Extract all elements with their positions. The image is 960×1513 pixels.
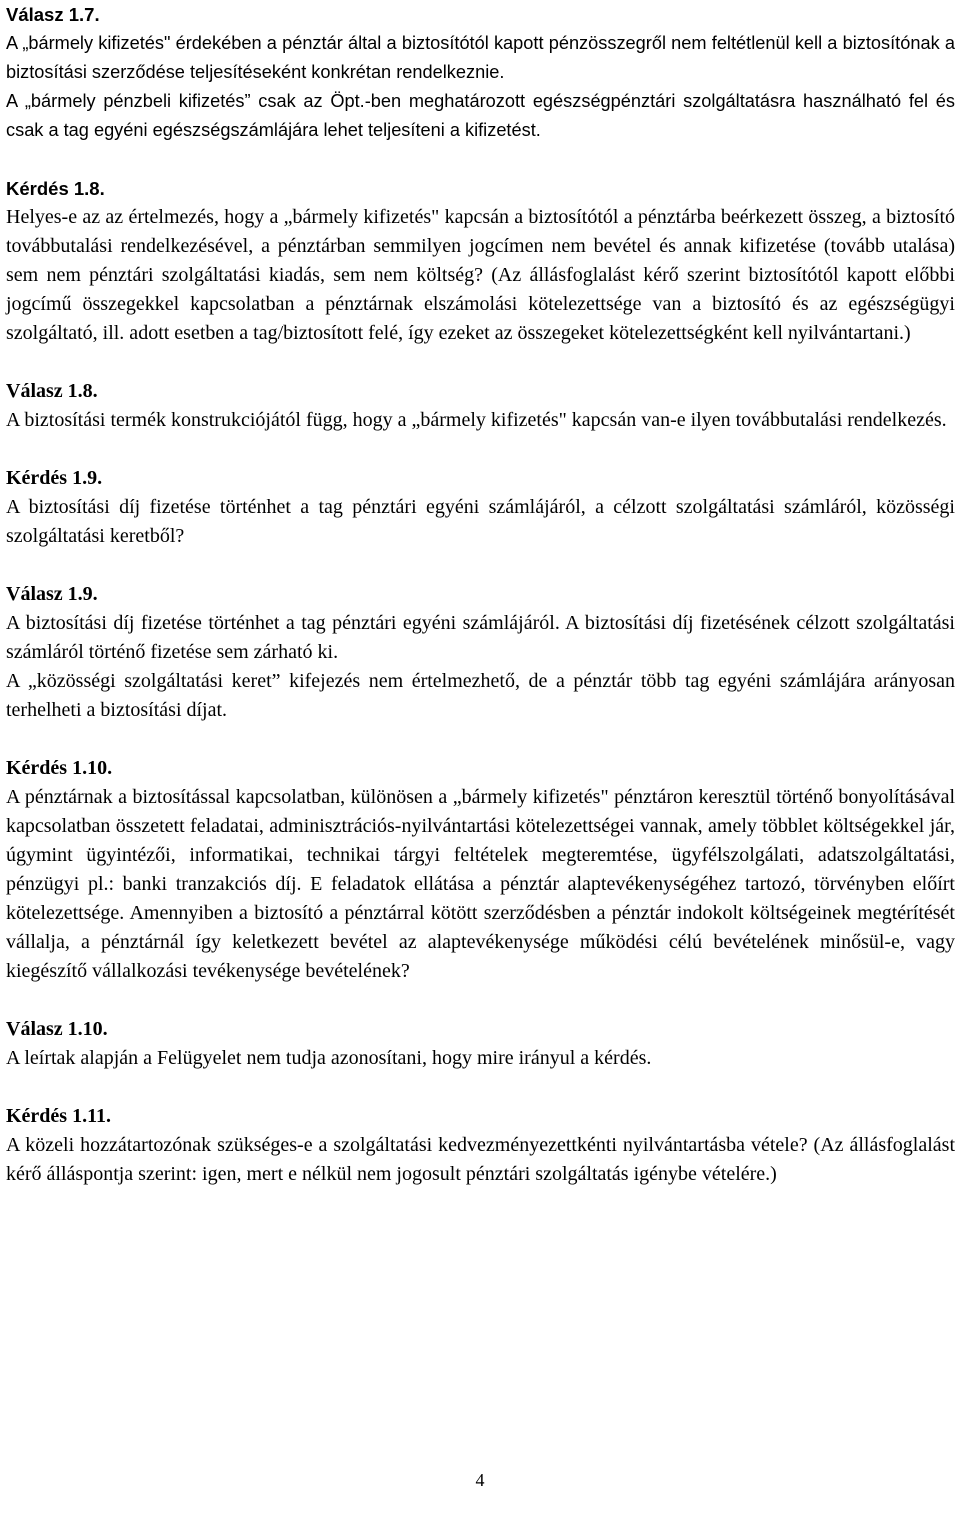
spacer (6, 348, 955, 377)
paragraph: Helyes-e az az értelmezés, hogy a „bármely kifizetés" kapcsán a biztosítótól a pénztárba beérkezett összeg, a biztosító továbbutalási rendelkezésével, a pénztárban semmilyen jogcímen nem bevétel és annak kifizetése (tovább utalása) sem nem pénztári szolgáltatási kiadás, sem nem költség? (Az állásfoglalást kérő szerint biztosítótól kapott előbbi jogcímű összegekkel kapcsolatban a pénztárnak elszámolási kötelezettsége van a biztosító és az egészségügyi szolgáltató, ill. adott esetben a tag/biztosított felé, így ezeket az összegeket kötelezettségként kell nyilvántartani.) (6, 206, 955, 344)
paragraph: A közeli hozzátartozónak szükséges-e a szolgáltatási kedvezményezettkénti nyilvántartásba vétele? (Az állásfoglalást kérő álláspontja szerint: igen, mert e nélkül nem jogosult pénztári szolgáltatás igénybe vételére.) (6, 1134, 955, 1185)
spacer (6, 551, 955, 580)
section-valasz-1-7 (6, 0, 955, 145)
section-heading: Válasz 1.8. (6, 380, 98, 402)
paragraph: A pénztárnak a biztosítással kapcsolatban, különösen a „bármely kifizetés" pénztáron keresztül történő bonyolításával kapcsolatban összetett feladatai, adminisztrációs-nyilvántartási kötelezettségei vannak, amely többlet költségekkel jár, úgymint ügyintézői, informatikai, technikai tárgyi feltételek megteremtése, ügyfélszolgálati, adatszolgáltatási, pénzügyi pl.: banki tranzakciós díj. E feladatok ellátása a pénztár alaptevékenységéhez tartozó, törvényben előírt kötelezettsége. Amennyiben a biztosító a pénztárral kötött szerződésben a pénztár indokolt költségeinek megtérítését vállalja, a pénztárnál így keletkezett bevétel az alaptevékenysége működési célú bevételének minősül-e, vagy kiegészítő vállalkozási tevékenysége bevételének? (6, 786, 955, 982)
document-page (6, 0, 955, 1189)
section-heading: Kérdés 1.11. (6, 1105, 111, 1127)
section-heading: Válasz 1.7. (6, 4, 100, 25)
section-valasz-1-8 (6, 377, 955, 435)
section-kerdes-1-11 (6, 1102, 955, 1189)
section-valasz-1-10 (6, 1015, 955, 1073)
spacer (6, 145, 955, 174)
paragraph: A „bármely kifizetés" érdekében a pénztár által a biztosítótól kapott pénzösszegről nem feltétlenül kell a biztosítónak a biztosítási szerződése teljesítéseként konkrétan rendelkeznie. (6, 33, 955, 82)
section-heading: Kérdés 1.9. (6, 467, 103, 489)
spacer (6, 725, 955, 754)
section-kerdes-1-9 (6, 464, 955, 551)
section-heading: Válasz 1.10. (6, 1018, 108, 1040)
section-heading: Kérdés 1.8. (6, 178, 105, 199)
paragraph: A biztosítási díj fizetése történhet a tag pénztári egyéni számlájáról. A biztosítási díj fizetésének célzott szolgáltatási számláról történő fizetése sem zárható ki. (6, 612, 955, 663)
section-kerdes-1-10 (6, 754, 955, 986)
spacer (6, 986, 955, 1015)
paragraph: A leírtak alapján a Felügyelet nem tudja azonosítani, hogy mire irányul a kérdés. (6, 1047, 652, 1069)
page-number: 4 (475, 1470, 485, 1490)
section-heading: Válasz 1.9. (6, 583, 98, 605)
paragraph: A „közösségi szolgáltatási keret” kifejezés nem értelmezhető, de a pénztár több tag egyéni számlájára arányosan terhelheti a biztosítási díjat. (6, 670, 955, 721)
spacer (6, 1073, 955, 1102)
spacer (6, 435, 955, 464)
section-valasz-1-9 (6, 580, 955, 725)
paragraph: A „bármely pénzbeli kifizetés” csak az Öpt.-ben meghatározott egészségpénztári szolgáltatásra használható fel és csak a tag egyéni egészségszámlájára lehet teljesíteni a kifizetést. (6, 91, 955, 140)
section-heading: Kérdés 1.10. (6, 757, 113, 779)
section-kerdes-1-8 (6, 174, 955, 348)
paragraph: A biztosítási termék konstrukciójától függ, hogy a „bármely kifizetés" kapcsán van-e ilyen továbbutalási rendelkezés. (6, 409, 947, 431)
paragraph: A biztosítási díj fizetése történhet a tag pénztári egyéni számlájáról, a célzott szolgáltatási számláról, közösségi szolgáltatási keretből? (6, 496, 955, 547)
